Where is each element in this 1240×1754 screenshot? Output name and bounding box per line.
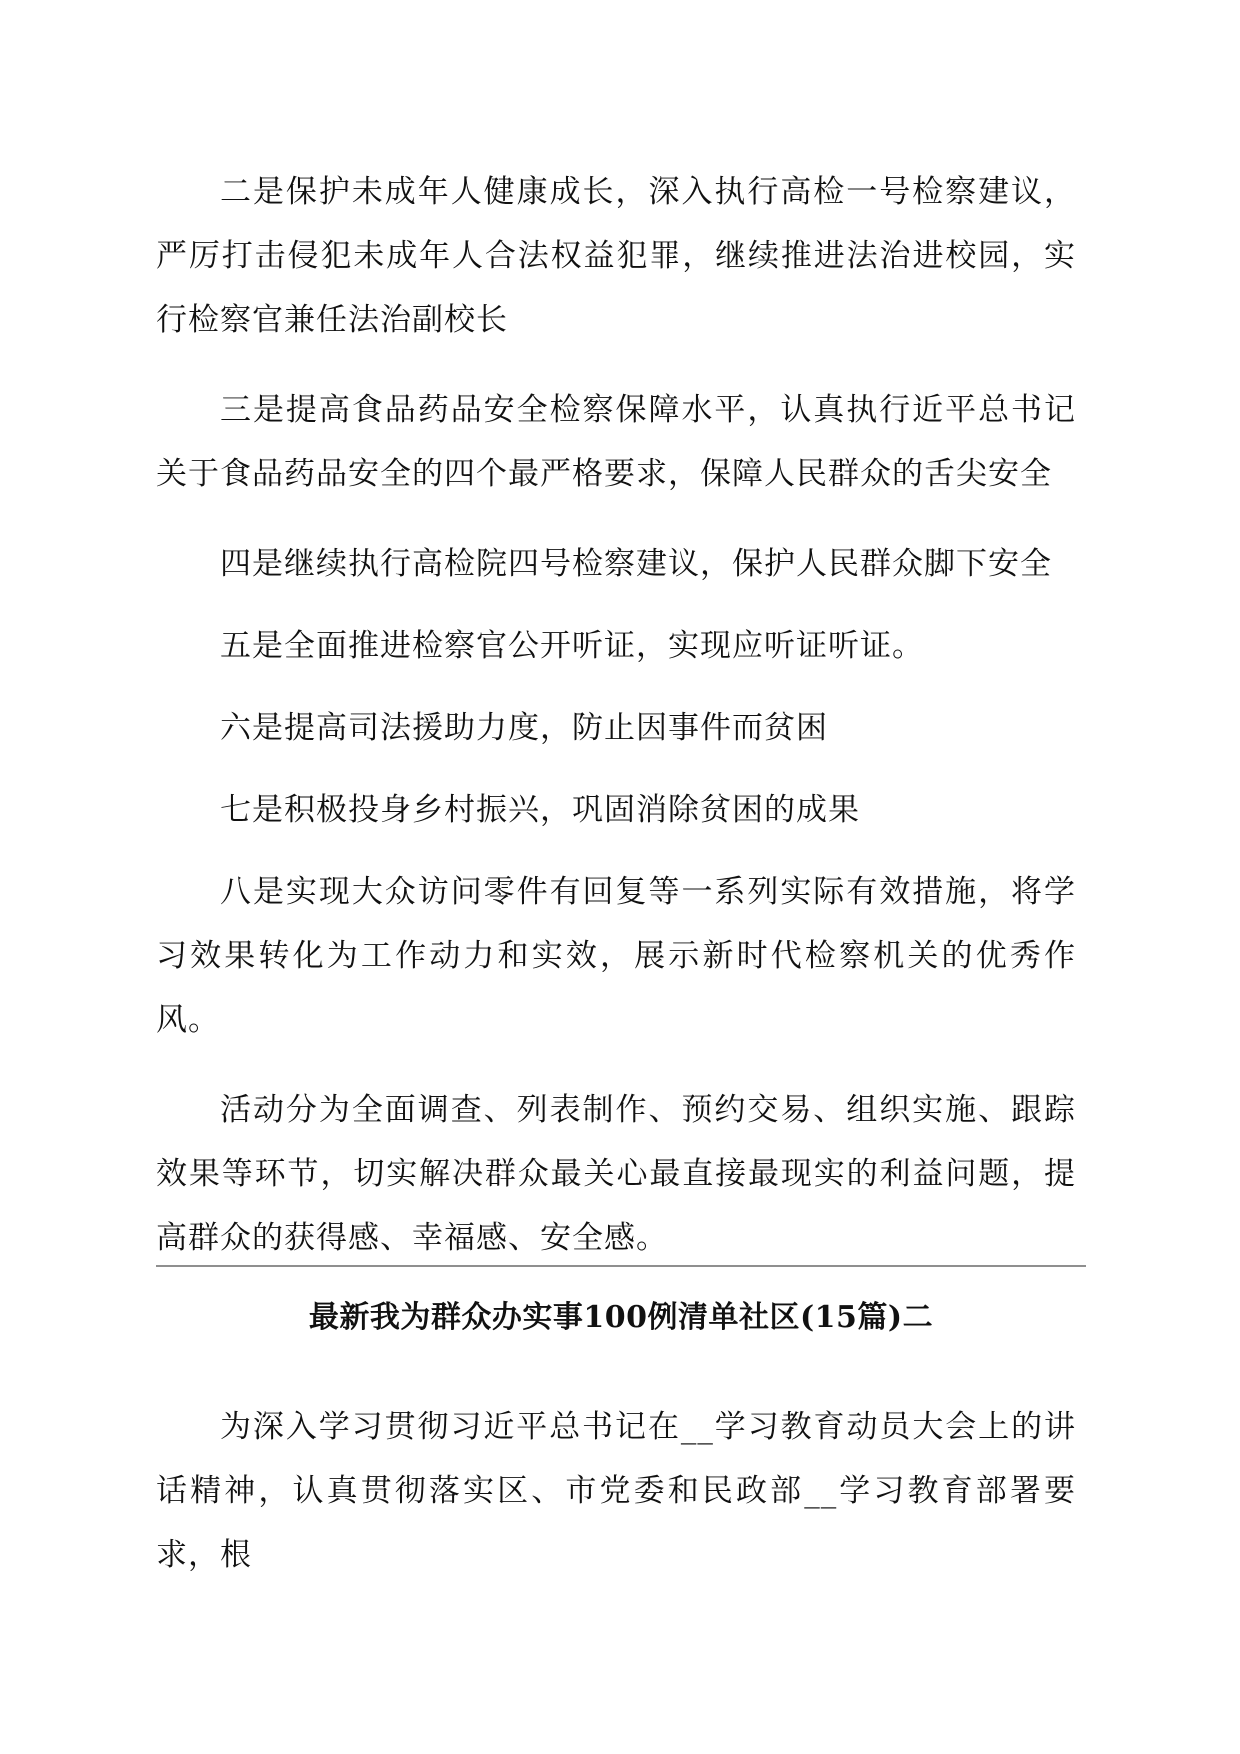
paragraph-item-3: 三是提高食品药品安全检察保障水平，认真执行近平总书记关于食品药品安全的四个最严格要求，保障人民群众的舌尖安全 [156,392,1076,492]
paragraph-item-7: 七是积极投身乡村振兴，巩固消除贫困的成果 [220,792,860,828]
paragraph-intro: 为深入学习贯彻习近平总书记在__学习教育动员大会上的讲话精神，认真贯彻落实区、市党委和民政部__学习教育部署要求，根 [156,1409,1076,1573]
section-title: 最新我为群众办实事100例清单社区(15篇)二 [308,1300,934,1335]
paragraph-item-5: 五是全面推进检察官公开听证，实现应听证听证。 [220,628,924,664]
paragraph-item-8: 八是实现大众访问零件有回复等一系列实际有效措施，将学习效果转化为工作动力和实效，展示新时代检察机关的优秀作风。 [156,874,1076,1038]
document-body-top [156,160,1076,1296]
paragraph-item-6: 六是提高司法援助力度，防止因事件而贫困 [220,710,828,746]
paragraph-activity-summary: 活动分为全面调查、列表制作、预约交易、组织实施、跟踪效果等环节，切实解决群众最关心最直接最现实的利益问题，提高群众的获得感、幸福感、安全感。 [156,1092,1076,1256]
paragraph-item-4: 四是继续执行高检院四号检察建议，保护人民群众脚下安全 [220,546,1052,582]
section-divider [156,1265,1086,1267]
document-body-bottom [156,1395,1076,1613]
paragraph-item-2: 二是保护未成年人健康成长，深入执行高检一号检察建议，严厉打击侵犯未成年人合法权益犯罪，继续推进法治进校园，实行检察官兼任法治副校长 [156,174,1076,338]
